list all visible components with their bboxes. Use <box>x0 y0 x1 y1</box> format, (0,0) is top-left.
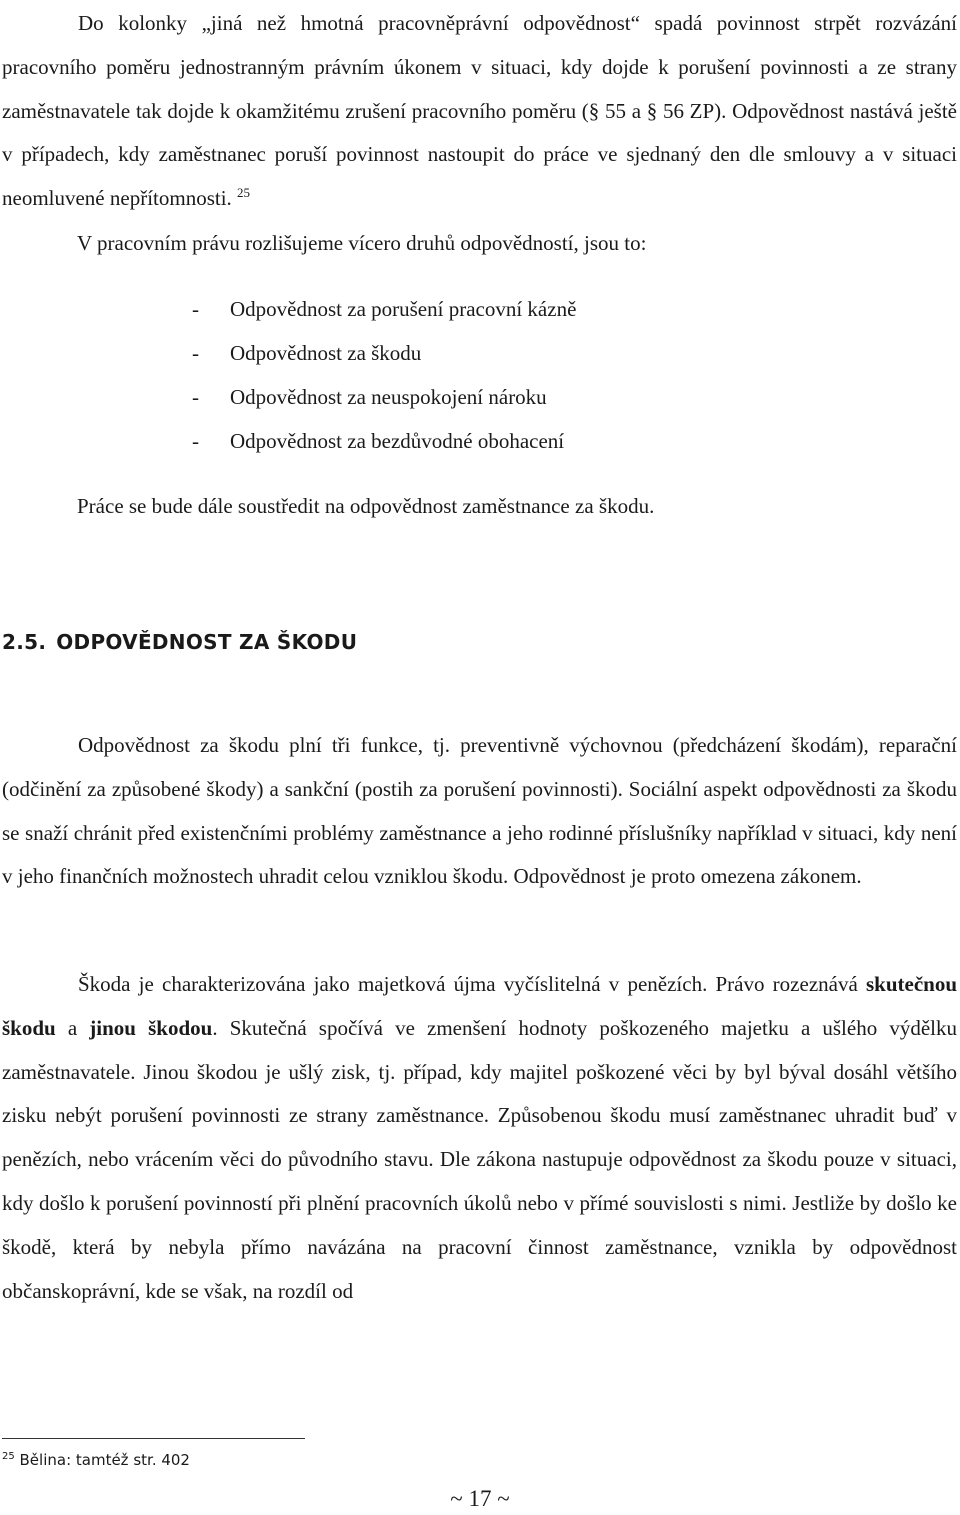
list-item-text: Odpovědnost za porušení pracovní kázně <box>230 297 577 321</box>
paragraph-text: Do kolonky „jiná než hmotná pracovněprávní odpovědnost“ spadá povinnost strpět rozvázání pracovního poměru jednostranným právním úkonem v situaci, kdy dojde k porušení povinnosti a ze strany zaměstnavatele tak dojde k okamžitému zrušení pracovního poměru (§ 55 a § 56 ZP). Odpovědnost nastává ještě v případech, kdy zaměstnanec poruší povinnost nastoupit do práce ve sjednaný den dle smlouvy a v situaci neomluvené nepřítomnosti. <box>2 11 957 211</box>
list-item-text: Odpovědnost za neuspokojení nároku <box>230 385 547 409</box>
footnote-number: 25 <box>2 1451 15 1462</box>
list-item-text: Odpovědnost za škodu <box>230 341 422 365</box>
section-number: 2.5. <box>2 630 47 654</box>
list-marker: - <box>192 297 199 321</box>
list-item-text: Odpovědnost za bezdůvodné obohacení <box>230 429 565 453</box>
section-heading <box>2 630 357 654</box>
list-item <box>192 429 564 454</box>
footnote-text: Bělina: tamtéž str. 402 <box>19 1451 190 1469</box>
section-title: ODPOVĚDNOST ZA ŠKODU <box>56 630 358 654</box>
footnote-reference[interactable]: 25 <box>237 185 251 201</box>
footnote-separator <box>2 1438 305 1439</box>
list-item <box>192 297 576 322</box>
conclusion-sentence: Práce se bude dále soustředit na odpovědnost zaměstnance za škodu. <box>77 494 655 518</box>
list-intro: V pracovním právu rozlišujeme vícero druhů odpovědností, jsou to: <box>77 231 647 255</box>
list-item <box>192 385 547 410</box>
list-marker: - <box>192 341 199 365</box>
page-number: ~ 17 ~ <box>450 1486 510 1511</box>
paragraph-skoda: Škoda je charakterizována jako majetková újma vyčíslitelná v penězích. Právo rozeznává skutečnou škodu a jinou škodou. Skutečná spočívá ve zmenšení hodnoty poškozeného majetku a ušlého výdělku zaměstnavatele. Jinou škodou je ušlý zisk, tj. případ, kdy majitel poškozené věci by byl býval dosáhl většího zisku nebýt porušení povinnosti ze strany zaměstnance. Způsobenou škodu musí zaměstnanec uhradit buď v penězích, nebo vrácením věci do původního stavu. Dle zákona nastupuje odpovědnost za škodu pouze v situaci, kdy došlo k porušení povinností při plnění pracovních úkolů nebo v přímé souvislosti s nimi. Jestliže by došlo ke škodě, která by nebyla přímo navázána na pracovní činnost zaměstnance, vznikla by odpovědnost občanskoprávní, kde se však, na rozdíl od <box>2 972 957 1303</box>
footnote <box>2 1451 190 1469</box>
paragraph-funkce-odpovednosti: Odpovědnost za škodu plní tři funkce, tj. preventivně výchovnou (předcházení škodám), reparační (odčinění za způsobené škody) a sankční (postih za porušení povinnosti). Sociální aspekt odpovědnosti za škodu se snaží chránit před existenčními problémy zaměstnance a jeho rodinné příslušníky například v situaci, kdy není v jeho finančních možnostech uhradit celou vzniklou škodu. Odpovědnost je proto omezena zákonem. <box>2 733 957 889</box>
term-skutecna-skoda: skutečnou škodu <box>2 972 957 1040</box>
list-marker: - <box>192 385 199 409</box>
paragraph-jina-odpovednost <box>2 2 957 221</box>
list-item <box>192 341 421 366</box>
list-marker: - <box>192 429 199 453</box>
term-jina-skoda: jinou škodou <box>89 1015 213 1040</box>
